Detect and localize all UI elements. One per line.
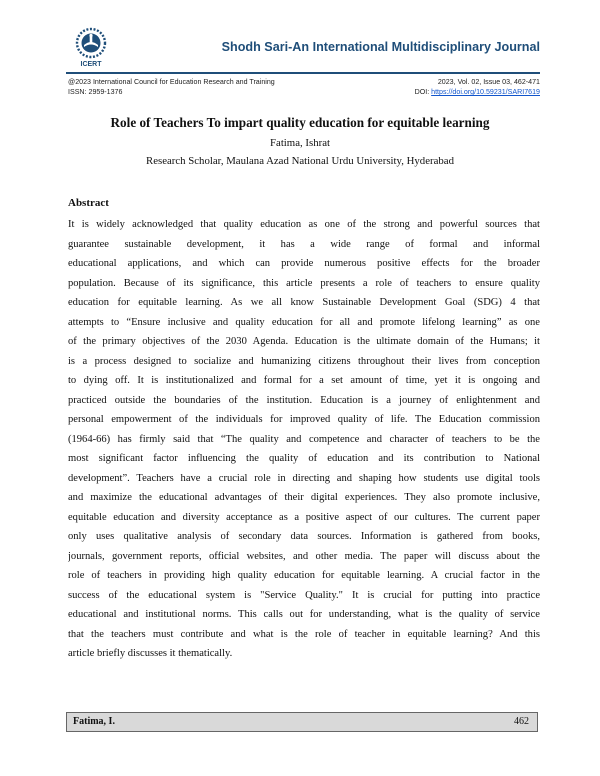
abstract-line: only uses qualitative analysis of secondary data sources. Information is gathered from books, (68, 531, 540, 543)
abstract-line: to dying off. It is institutionalized and formal for a set amount of time, yet it is ongoing and (68, 375, 540, 387)
abstract-line: population. Because of its significance, this article presents a role of teachers to ensure quality (68, 277, 540, 289)
volume-issue-line: 2023, Vol. 02, Issue 03, 462-471 (437, 78, 540, 86)
abstract-heading: Abstract (68, 197, 109, 209)
doi-link[interactable]: https://doi.org/10.59231/SARI7619 (431, 88, 540, 96)
abstract-line: practiced outside the boundaries of the institution. Education is a journey of enlightenment and (68, 394, 540, 406)
abstract-line: equitable education and diversity acceptance as a positive aspect of our cultures. The current paper (68, 511, 540, 523)
abstract-line: of the primary objectives of the 2030 Agenda. Education is the ultimate domain of the Humans; it (68, 336, 540, 348)
logo-text: ICERT (80, 61, 102, 68)
abstract-line: personal empowerment of the individuals for improved quality of life. The Education commission (68, 414, 540, 426)
abstract-line: that the teachers must contribute and what is the role of teacher in equitable learning? And this (68, 628, 540, 640)
abstract-line: educational and institutional norms. This calls out for understanding, what is the quality of service (68, 609, 540, 621)
footer-author: Fatima, I. (73, 716, 115, 727)
author-name: Fatima, Ishrat (270, 137, 330, 149)
abstract-line: is a process designed to socialize and humanizing citizens throughout their lives from conception (68, 355, 540, 367)
icert-logo (66, 26, 116, 68)
author-affiliation: Research Scholar, Maulana Azad National Urdu University, Hyderabad (146, 155, 454, 167)
abstract-line: guarantee sustainable development, it has a wide range of formal and informal (68, 238, 540, 250)
doi-label: DOI: (414, 88, 432, 96)
abstract-line: It is widely acknowledged that quality education as one of the strong and powerful sources that (68, 219, 540, 230)
journal-title: Shodh Sari-An International Multidisciplinary Journal (221, 40, 540, 54)
page-footer (66, 712, 538, 732)
abstract-line: journals, government reports, official websites, and other media. The paper will discuss about the (68, 550, 540, 562)
abstract-line: attempts to “Ensure inclusive and quality education for all and promote lifelong learning” as one (68, 316, 540, 328)
abstract-line: role of teachers in providing high quality education for equitable learning. A crucial factor in the (68, 570, 540, 582)
issn-line: ISSN: 2959-1376 (68, 88, 123, 96)
abstract-line: and maximize the educational advantages of their digital experiences. They also promote inclusive, (68, 492, 540, 504)
abstract-line: educational applications, and which can provide numerous positive effects for the broader (68, 258, 540, 270)
abstract-line: most significant factor influencing the quality of education and its contribution to National (68, 453, 540, 465)
header-divider (66, 72, 540, 74)
copyright-line: @2023 International Council for Education Research and Training (68, 78, 275, 86)
abstract-line: success of the educational system is "Service Quality." It is crucial for putting into practice (68, 589, 540, 601)
abstract-line: education for equitable learning. As we all know Sustainable Development Goal (SDG) 4 that (68, 297, 540, 309)
abstract-line: (1964-66) has firmly said that “The quality and competence and character of teachers to be the (68, 433, 540, 445)
doi-line (415, 88, 540, 96)
page-number: 462 (514, 716, 529, 727)
abstract-body (68, 218, 540, 667)
article-title: Role of Teachers To impart quality education for equitable learning (110, 115, 490, 130)
abstract-line: development”. Teachers have a crucial role in directing and shaping how students use digital tools (68, 472, 540, 484)
abstract-line: article briefly discusses it thematically. (68, 648, 233, 660)
